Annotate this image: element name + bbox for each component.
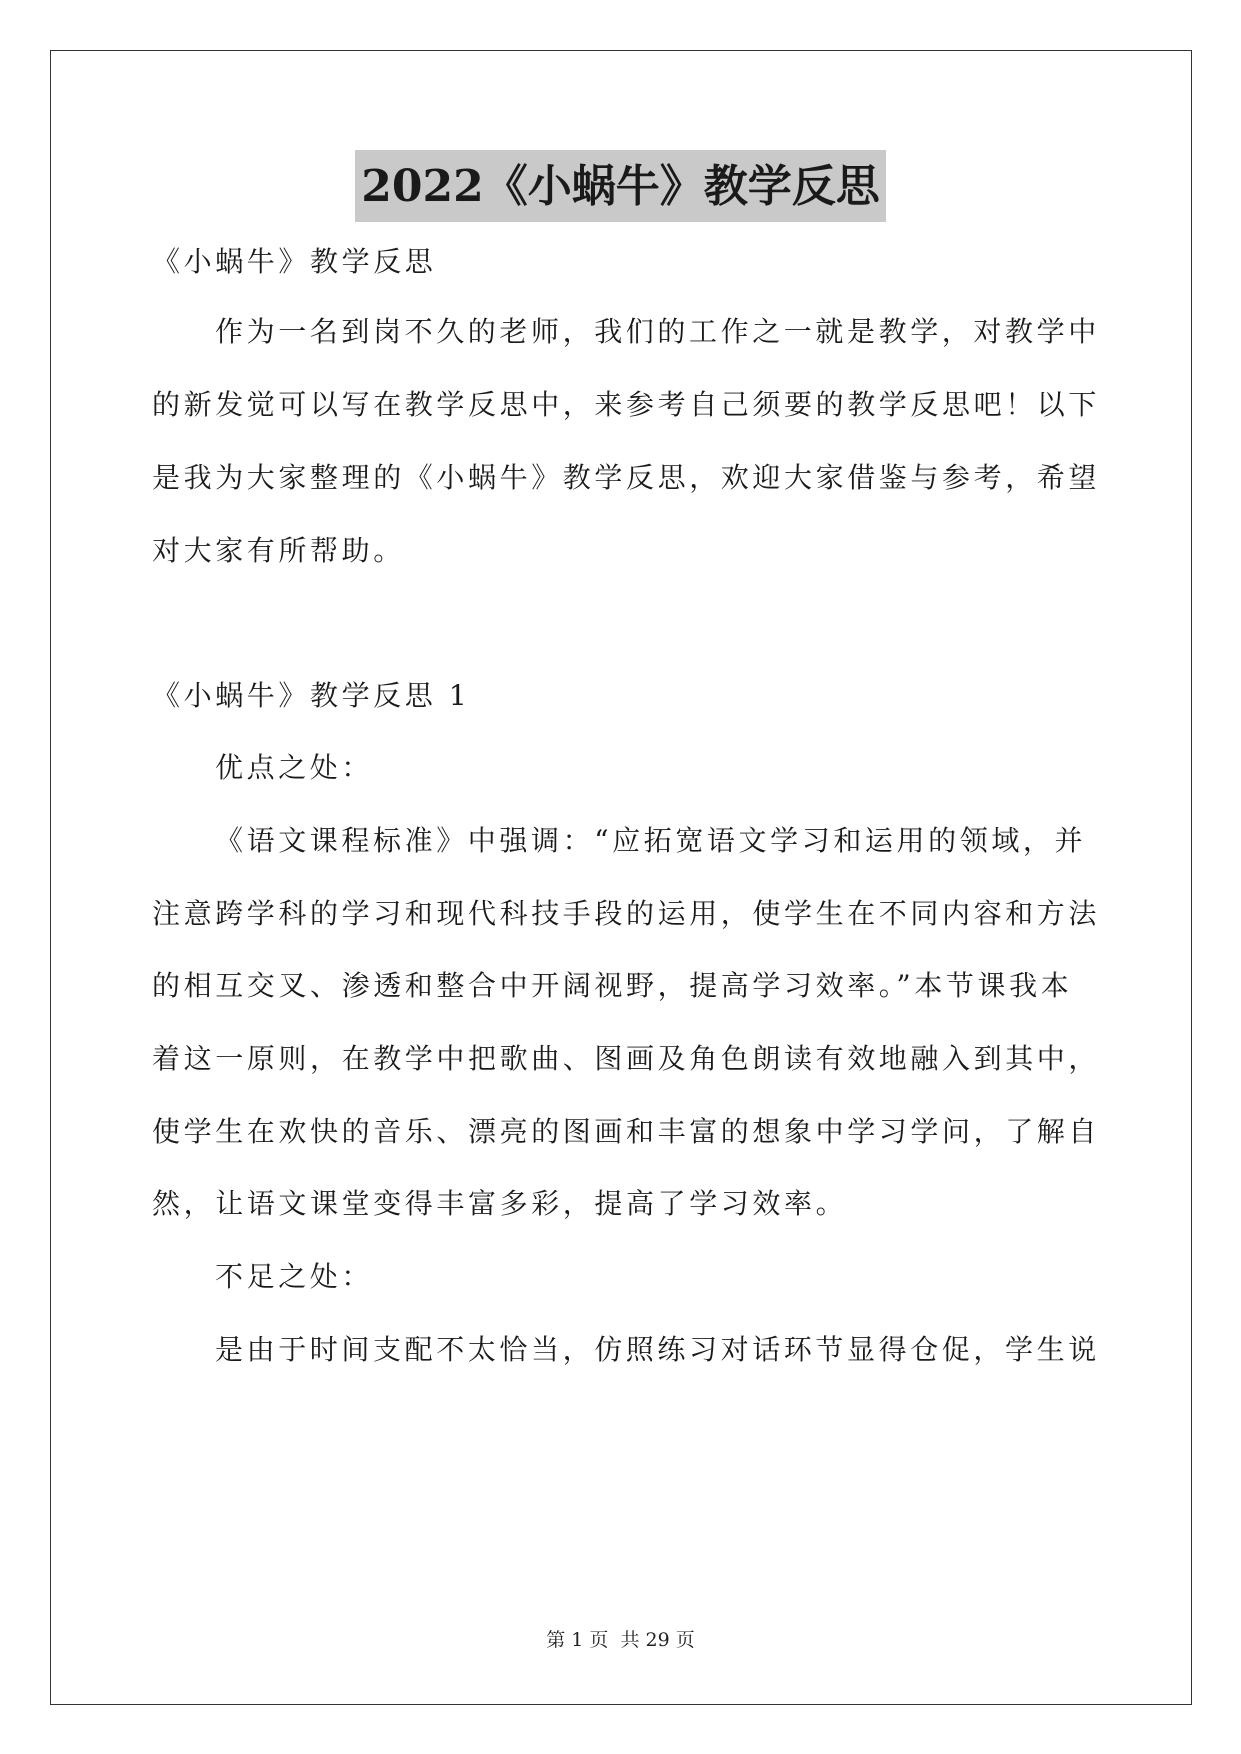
title-container [0,150,1241,222]
page-footer [0,1628,1241,1652]
page-number: 第 1 页 [546,1629,609,1651]
paragraph-line: 作为一名到岗不久的老师，我们的工作之一就是教学，对教学中 [215,315,1100,348]
paragraph-line: 注意跨学科的学习和现代科技手段的运用，使学生在不同内容和方法 [152,897,1101,930]
page-border [50,50,1192,1705]
paragraph-line: 对大家有所帮助。 [152,534,405,567]
document-title: 2022《小蜗牛》教学反思 [355,150,885,222]
paragraph-line: 着这一原则，在教学中把歌曲、图画及角色朗读有效地融入到其中， [152,1042,1101,1075]
paragraph-line: 《语文课程标准》中强调：“应拓宽语文学习和运用的领域，并 [215,824,1087,857]
paragraph-line: 是我为大家整理的《小蜗牛》教学反思，欢迎大家借鉴与参考，希望 [152,461,1101,494]
paragraph-line: 是由于时间支配不太恰当，仿照练习对话环节显得仓促，学生说 [215,1333,1100,1366]
paragraph-line: 使学生在欢快的音乐、漂亮的图画和丰富的想象中学习学问，了解自 [152,1115,1101,1148]
subtitle-line: 《小蜗牛》教学反思 [152,245,437,278]
paragraph-line: 不足之处： [215,1260,374,1293]
paragraph-line: 然，让语文课堂变得丰富多彩，提高了学习效率。 [152,1187,848,1220]
section-heading: 《小蜗牛》教学反思 1 [152,679,471,712]
paragraph-line: 优点之处： [215,751,374,784]
paragraph-line: 的新发觉可以写在教学反思中，来参考自己须要的教学反思吧！以下 [152,388,1101,421]
paragraph-line: 的相互交叉、渗透和整合中开阔视野，提高学习效率。”本节课我本 [152,969,1073,1002]
page-total: 共 29 页 [620,1629,695,1651]
